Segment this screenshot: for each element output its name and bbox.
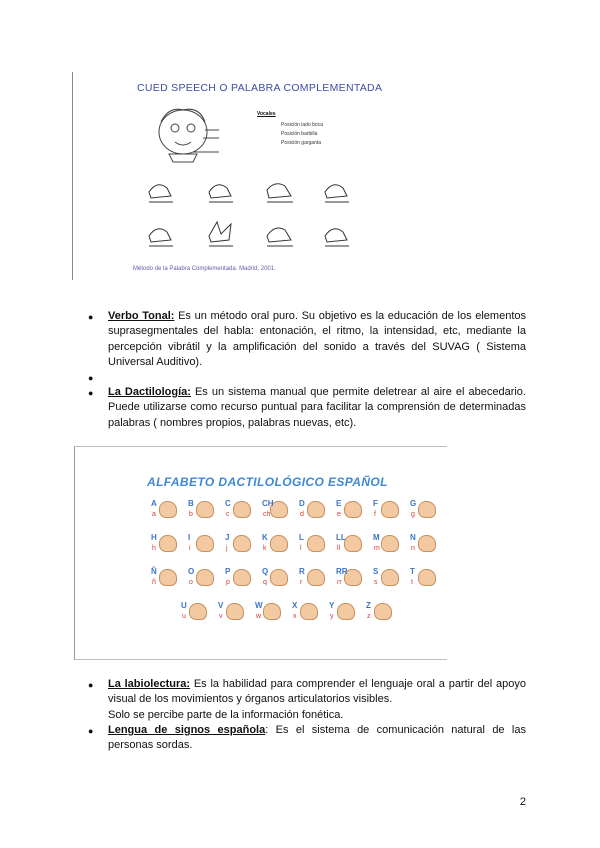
item-term: La Dactilología: [108,386,191,398]
page-number: 2 [519,796,526,808]
sign-letter-lowercase: e [337,511,341,518]
item-term: La labiolectura: [108,678,191,690]
sign-letter-lowercase: a [152,511,156,518]
sign-letter: Y [329,601,335,610]
letter-sign [225,499,255,521]
hand-sign-icon [233,501,251,518]
letter-sign [225,567,255,589]
hand-sign-icon [196,535,214,552]
hand-sign-icon [300,603,318,620]
sign-letter-lowercase: ch [263,511,271,518]
letter-sign [373,567,403,589]
sign-letter: N [410,533,416,542]
item-term: Lengua de signos española [108,724,266,736]
sign-letter: R [299,567,305,576]
bullet-icon: ● [88,312,94,322]
sign-letter: W [255,601,263,610]
item-text: Es la habilidad para comprender el lenguaje oral a partir del apoyo visual de los movimientos y órganos articulatorios visibles. [108,678,526,706]
sign-letter: S [373,567,379,576]
hand-sign-icon [159,535,177,552]
hand-sign-icon [344,501,362,518]
legend-item: Posición lado boca [281,122,323,128]
sign-letter: A [151,499,157,508]
hand-sign-icon [344,535,362,552]
hand-sign-icon [337,603,355,620]
list-item [108,309,526,370]
sign-letter-lowercase: p [226,579,230,586]
bullet-icon: ● [88,373,94,383]
sign-letter: LL [336,533,346,542]
sign-letter: RR [336,567,348,576]
sign-letter: Q [262,567,269,576]
letter-sign [373,499,403,521]
hand-sign-icon [159,569,177,586]
sign-letter: O [188,567,195,576]
sign-letter: C [225,499,231,508]
letter-sign [181,601,211,623]
sign-letter-lowercase: v [219,613,223,620]
sign-letter: M [373,533,380,542]
hand-sign-icon [307,569,325,586]
hand-sign-icon [233,569,251,586]
letter-sign [218,601,248,623]
letter-sign [366,601,396,623]
sign-letter: K [262,533,268,542]
sign-letter: T [410,567,415,576]
letter-sign [410,567,440,589]
cued-speech-caption: Método de la Palabra Complementada. Madrid, 2001. [133,266,276,272]
hand-sign-icon [270,569,288,586]
sign-letter-lowercase: q [263,579,267,586]
hand-sign-icon [189,603,207,620]
sign-letter-lowercase: c [226,511,230,518]
cued-speech-title: CUED SPEECH O PALABRA COMPLEMENTADA [137,82,383,94]
sign-letter-lowercase: u [182,613,186,620]
item-extra: Solo se percibe parte de la información fonética. [108,708,344,721]
hand-sign-icon [226,603,244,620]
alphabet-figure [74,446,447,660]
letter-sign [329,601,359,623]
sign-letter-lowercase: k [263,545,267,552]
sign-letter-lowercase: h [152,545,156,552]
hand-sign-icon [233,535,251,552]
sign-letter-lowercase: ñ [152,579,156,586]
item-text: Es un sistema manual que permite deletrear al aire el abecedario. Puede utilizarse como recurso puntual para facilitar la comprensión de determinadas palabras ( nombres propios, palabras nuevas, etc). [108,386,526,429]
hand-sign-icon [381,569,399,586]
item-text: : Es el sistema de comunicación natural de las personas sordas. [108,724,526,752]
hand-sign-icon [263,603,281,620]
letter-sign [262,533,292,555]
letter-sign [373,533,403,555]
alphabet-title: ALFABETO DACTILOLÓGICO ESPAÑOL [147,475,388,489]
sign-letter-lowercase: x [293,613,297,620]
sign-letter: P [225,567,231,576]
sign-letter: I [188,533,191,542]
letter-sign [188,533,218,555]
item-text: Es un método oral puro. Su objetivo es la educación de los elementos suprasegmentales del habla: entonación, el ritmo, la intensidad, etc, mediante la percepción vibrátil y la amplificación del sonido a través del SUVAG ( Sistema Universal Auditivo). [108,310,526,368]
bullet-icon: ● [88,680,94,690]
hand-sign-icon [196,569,214,586]
sign-letter-lowercase: m [374,545,380,552]
sign-letter: J [225,533,230,542]
child-face-illustration [149,104,219,164]
letter-sign [151,499,181,521]
item-term: Verbo Tonal: [108,310,175,322]
sign-letter-lowercase: s [374,579,378,586]
sign-letter-lowercase: t [411,579,413,586]
sign-letter-lowercase: i [189,545,191,552]
sign-letter-lowercase: r [300,579,303,586]
letter-sign [299,533,329,555]
letter-sign [299,499,329,521]
hand-sign-icon [418,535,436,552]
sign-letter: Z [366,601,371,610]
hand-sign-icon [159,501,177,518]
sign-letter: CH [262,499,274,508]
list-item [108,385,526,431]
hand-sign-icon [418,501,436,518]
letter-sign [188,499,218,521]
sign-letter: V [218,601,224,610]
sign-letter-lowercase: o [189,579,193,586]
handshape-grid-illustration [145,178,375,260]
cued-speech-figure [72,72,383,280]
sign-letter-lowercase: z [367,613,371,620]
hand-sign-icon [381,535,399,552]
sign-letter: L [299,533,304,542]
hand-sign-icon [307,501,325,518]
letter-sign [336,533,366,555]
sign-letter: F [373,499,378,508]
hand-sign-icon [307,535,325,552]
sign-letter: X [292,601,298,610]
hand-sign-icon [374,603,392,620]
legend-item: Posición garganta [281,140,322,146]
sign-letter-lowercase: f [374,511,376,518]
hand-sign-icon [196,501,214,518]
hand-sign-icon [418,569,436,586]
list-item [108,677,526,723]
letter-sign [151,567,181,589]
sign-letter-lowercase: rr [337,579,342,586]
sign-letter-lowercase: g [411,511,415,518]
sign-letter-lowercase: n [411,545,415,552]
sign-letter-lowercase: ll [337,545,341,552]
letter-sign [336,567,366,589]
legend-item: Posición barbilla [281,131,318,137]
sign-letter: U [181,601,187,610]
letter-sign [225,533,255,555]
sign-letter-lowercase: d [300,511,304,518]
sign-letter: H [151,533,157,542]
letter-sign [299,567,329,589]
letter-sign [188,567,218,589]
sign-letter: G [410,499,417,508]
letter-sign [410,533,440,555]
hand-sign-icon [270,535,288,552]
letter-sign [262,567,292,589]
sign-letter: B [188,499,194,508]
sign-letter-lowercase: l [300,545,302,552]
sign-letter-lowercase: j [226,545,228,552]
letter-sign [410,499,440,521]
sign-letter-lowercase: w [256,613,262,620]
bullet-icon: ● [88,726,94,736]
sign-letter-lowercase: b [189,511,193,518]
letter-sign [292,601,322,623]
letter-sign [255,601,285,623]
legend-title: Vocales [257,111,276,117]
sign-letter: D [299,499,305,508]
list-item [108,723,526,754]
letter-sign [151,533,181,555]
letter-sign [262,499,292,521]
letter-sign [336,499,366,521]
sign-letter: E [336,499,342,508]
hand-sign-icon [381,501,399,518]
bullet-icon: ● [88,388,94,398]
sign-letter-lowercase: y [330,613,334,620]
sign-letter: Ñ [151,567,157,576]
